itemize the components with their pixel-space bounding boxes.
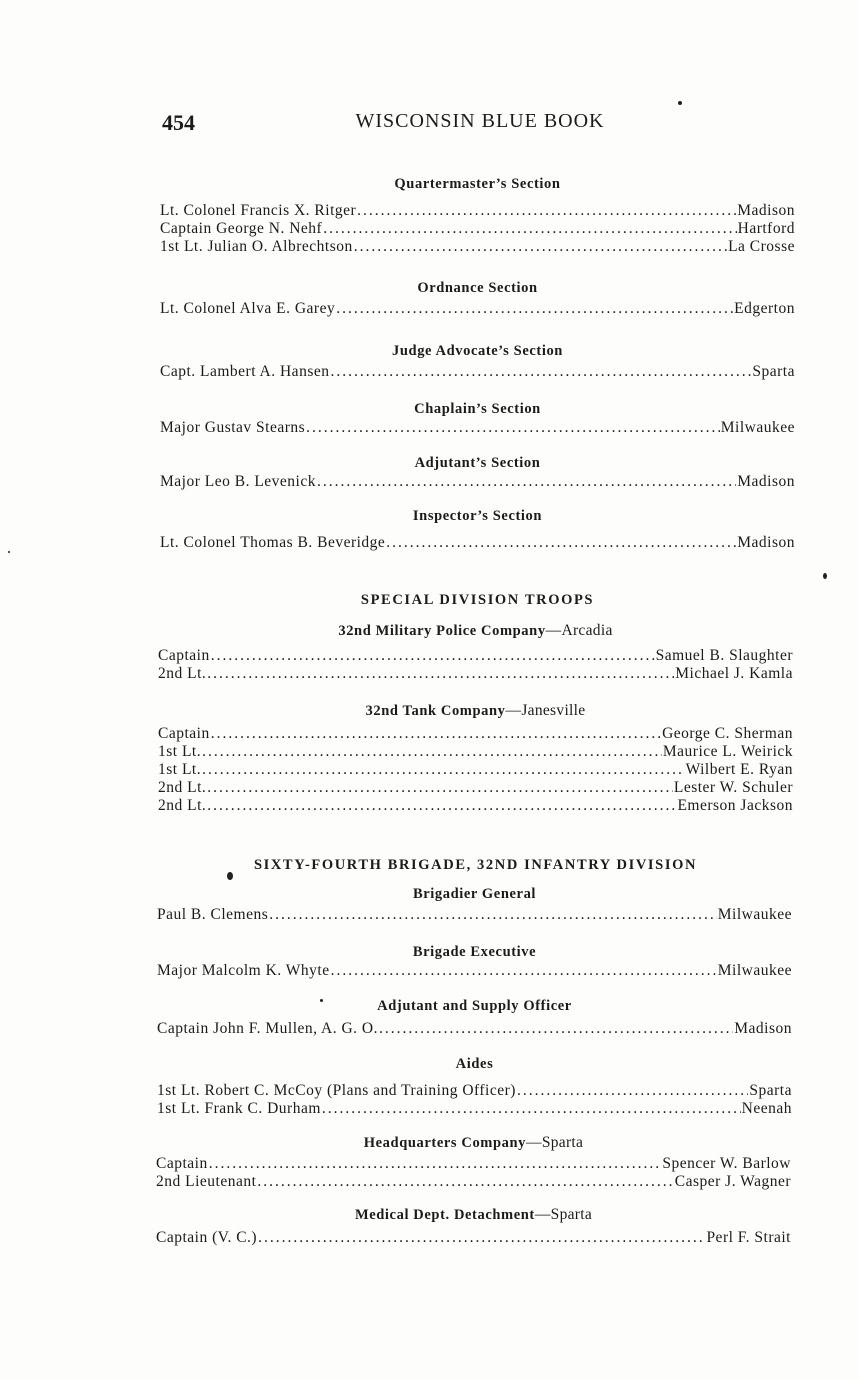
entry-name: 2nd Lt. [158,779,207,796]
section-heading: Judge Advocate’s Section [392,343,563,359]
roster-entry [158,725,793,743]
scan-speck [823,573,827,579]
scan-speck [678,101,682,105]
roster-entry [156,1229,791,1247]
section-heading: Adjutant’s Section [414,455,541,471]
entry-name: 2nd Lt. [158,665,207,682]
entry-name: Major Malcolm K. Whyte [157,962,330,979]
ordnance-section [160,278,795,318]
unit-place: —Janesville [505,702,586,719]
roster-entry [160,220,795,238]
unit-title: 32nd Military Police Company [338,623,546,639]
roster-entry [156,1155,791,1173]
military-police-company [158,621,793,683]
leader-dots [202,743,662,761]
leader-dots [336,300,733,318]
entry-value: George C. Sherman [662,725,793,742]
leader-dots [211,647,655,665]
entry-name: 2nd Lt. [158,797,207,814]
roster-entry [157,962,792,980]
major-heading: SIXTY-FOURTH BRIGADE, 32ND INFANTRY DIVISION [253,857,698,873]
entry-name: Major Gustav Stearns [160,419,306,436]
leader-dots [207,797,676,815]
section-heading: Brigade Executive [412,944,537,960]
page-number: 454 [162,110,195,135]
section-heading: Aides [455,1056,494,1072]
roster-entry [157,1100,792,1118]
inspector-section [160,506,795,552]
entry-value: Maurice L. Weirick [662,743,793,760]
book-title: WISCONSIN BLUE BOOK [355,110,605,132]
entry-value: La Crosse [728,238,795,255]
unit-heading [158,621,793,641]
roster-entry [160,300,795,318]
section-heading: Quartermaster’s Section [394,176,561,192]
entry-value: Casper J. Wagner [674,1173,791,1190]
roster-entry [157,906,792,924]
entry-name: Captain George N. Nehf [160,220,323,237]
entry-name: 1st Lt. Robert C. McCoy (Plans and Training Officer) [157,1082,516,1099]
entry-value: Madison [734,1020,792,1037]
leader-dots [517,1082,748,1100]
roster-entry [158,779,793,797]
scan-speck [227,872,233,880]
roster-entry [160,202,795,220]
leader-dots [207,779,673,797]
roster-entry [158,665,793,683]
unit-place: —Sparta [526,1134,584,1151]
headquarters-company [156,1133,791,1191]
unit-place: —Sparta [534,1206,593,1223]
leader-dots [306,419,720,437]
unit-heading [156,1205,791,1225]
special-division-troops [160,589,795,611]
unit-heading [156,1133,791,1153]
medical-detachment [156,1205,791,1247]
roster-entry [158,647,793,665]
entry-value: Neenah [741,1100,792,1117]
unit-place: —Arcadia [545,622,613,639]
entry-name: Captain John F. Mullen, A. G. O. [157,1020,378,1037]
entry-value: Wilbert E. Ryan [685,761,793,778]
leader-dots [379,1020,733,1038]
entry-name: 1st Lt. [158,743,202,760]
leader-dots [209,1155,662,1173]
entry-value: Milwaukee [717,962,792,979]
entry-value: Perl F. Strait [706,1229,791,1246]
leader-dots [322,1100,741,1118]
entry-name: Captain [158,647,210,664]
unit-title: Medical Dept. Detachment [354,1207,535,1223]
entry-value: Spencer W. Barlow [662,1155,791,1172]
entry-name: Paul B. Clemens [157,906,269,923]
entry-value: Edgerton [734,300,795,317]
roster-entry [158,797,793,815]
leader-dots [202,761,684,779]
quartermaster-section [160,174,795,256]
unit-title: Headquarters Company [363,1135,527,1151]
leader-dots [257,1173,673,1191]
unit-heading [158,701,793,721]
entry-value: Emerson Jackson [677,797,793,814]
section-heading: Chaplain’s Section [414,401,541,417]
roster-entry [158,761,793,779]
tank-company [158,701,793,815]
entry-value: Milwaukee [720,419,795,436]
unit-title: 32nd Tank Company [365,703,506,719]
section-heading: Inspector’s Section [412,508,543,524]
brigade-executive-section [157,942,792,980]
leader-dots [357,202,736,220]
roster-entry [157,1020,792,1038]
roster-entry [160,419,795,437]
entry-value: Madison [737,473,795,490]
entry-name: Major Leo B. Levenick [160,473,316,490]
entry-name: Captain (V. C.) [156,1229,258,1246]
section-heading: Adjutant and Supply Officer [377,998,572,1014]
roster-entry [156,1173,791,1191]
section-heading: Ordnance Section [417,280,538,296]
brigadier-general-section [157,884,792,924]
aides-section [157,1054,792,1118]
entry-name: Captain [158,725,210,742]
leader-dots [354,238,727,256]
entry-name: Captain [156,1155,208,1172]
entry-name: Lt. Colonel Francis X. Ritger [160,202,357,219]
entry-value: Samuel B. Slaughter [655,647,793,664]
leader-dots [207,665,674,683]
entry-name: 1st Lt. Julian O. Albrechtson [160,238,353,255]
entry-name: Capt. Lambert A. Hansen [160,363,330,380]
leader-dots [269,906,717,924]
entry-value: Sparta [752,363,795,380]
leader-dots [386,534,736,552]
leader-dots [323,220,736,238]
roster-entry [160,534,795,552]
roster-entry [160,473,795,491]
adjutant-section [160,453,795,491]
leader-dots [330,363,751,381]
entry-name: 2nd Lieutenant [156,1173,257,1190]
entry-name: Lt. Colonel Thomas B. Beveridge [160,534,386,551]
entry-name: Lt. Colonel Alva E. Garey [160,300,336,317]
entry-value: Michael J. Kamla [675,665,793,682]
judge-advocate-section [160,341,795,381]
roster-entry [160,238,795,256]
entry-name: 1st Lt. [158,761,202,778]
chaplain-section [160,399,795,437]
sixty-fourth-brigade [158,854,793,876]
entry-value: Lester W. Schuler [673,779,793,796]
leader-dots [317,473,736,491]
section-heading: Brigadier General [412,886,537,902]
entry-value: Milwaukee [717,906,792,923]
scan-speck [320,999,323,1002]
leader-dots [331,962,717,980]
entry-value: Madison [737,202,795,219]
major-heading: SPECIAL DIVISION TROOPS [360,592,595,608]
scan-speck [8,551,10,553]
entry-value: Madison [737,534,795,551]
roster-entry [158,743,793,761]
page-header [160,110,800,138]
entry-name: 1st Lt. Frank C. Durham [157,1100,321,1117]
leader-dots [258,1229,705,1247]
entry-value: Hartford [737,220,795,237]
entry-value: Sparta [749,1082,792,1099]
adjutant-supply-section [157,996,792,1038]
leader-dots [211,725,661,743]
roster-entry [157,1082,792,1100]
roster-entry [160,363,795,381]
